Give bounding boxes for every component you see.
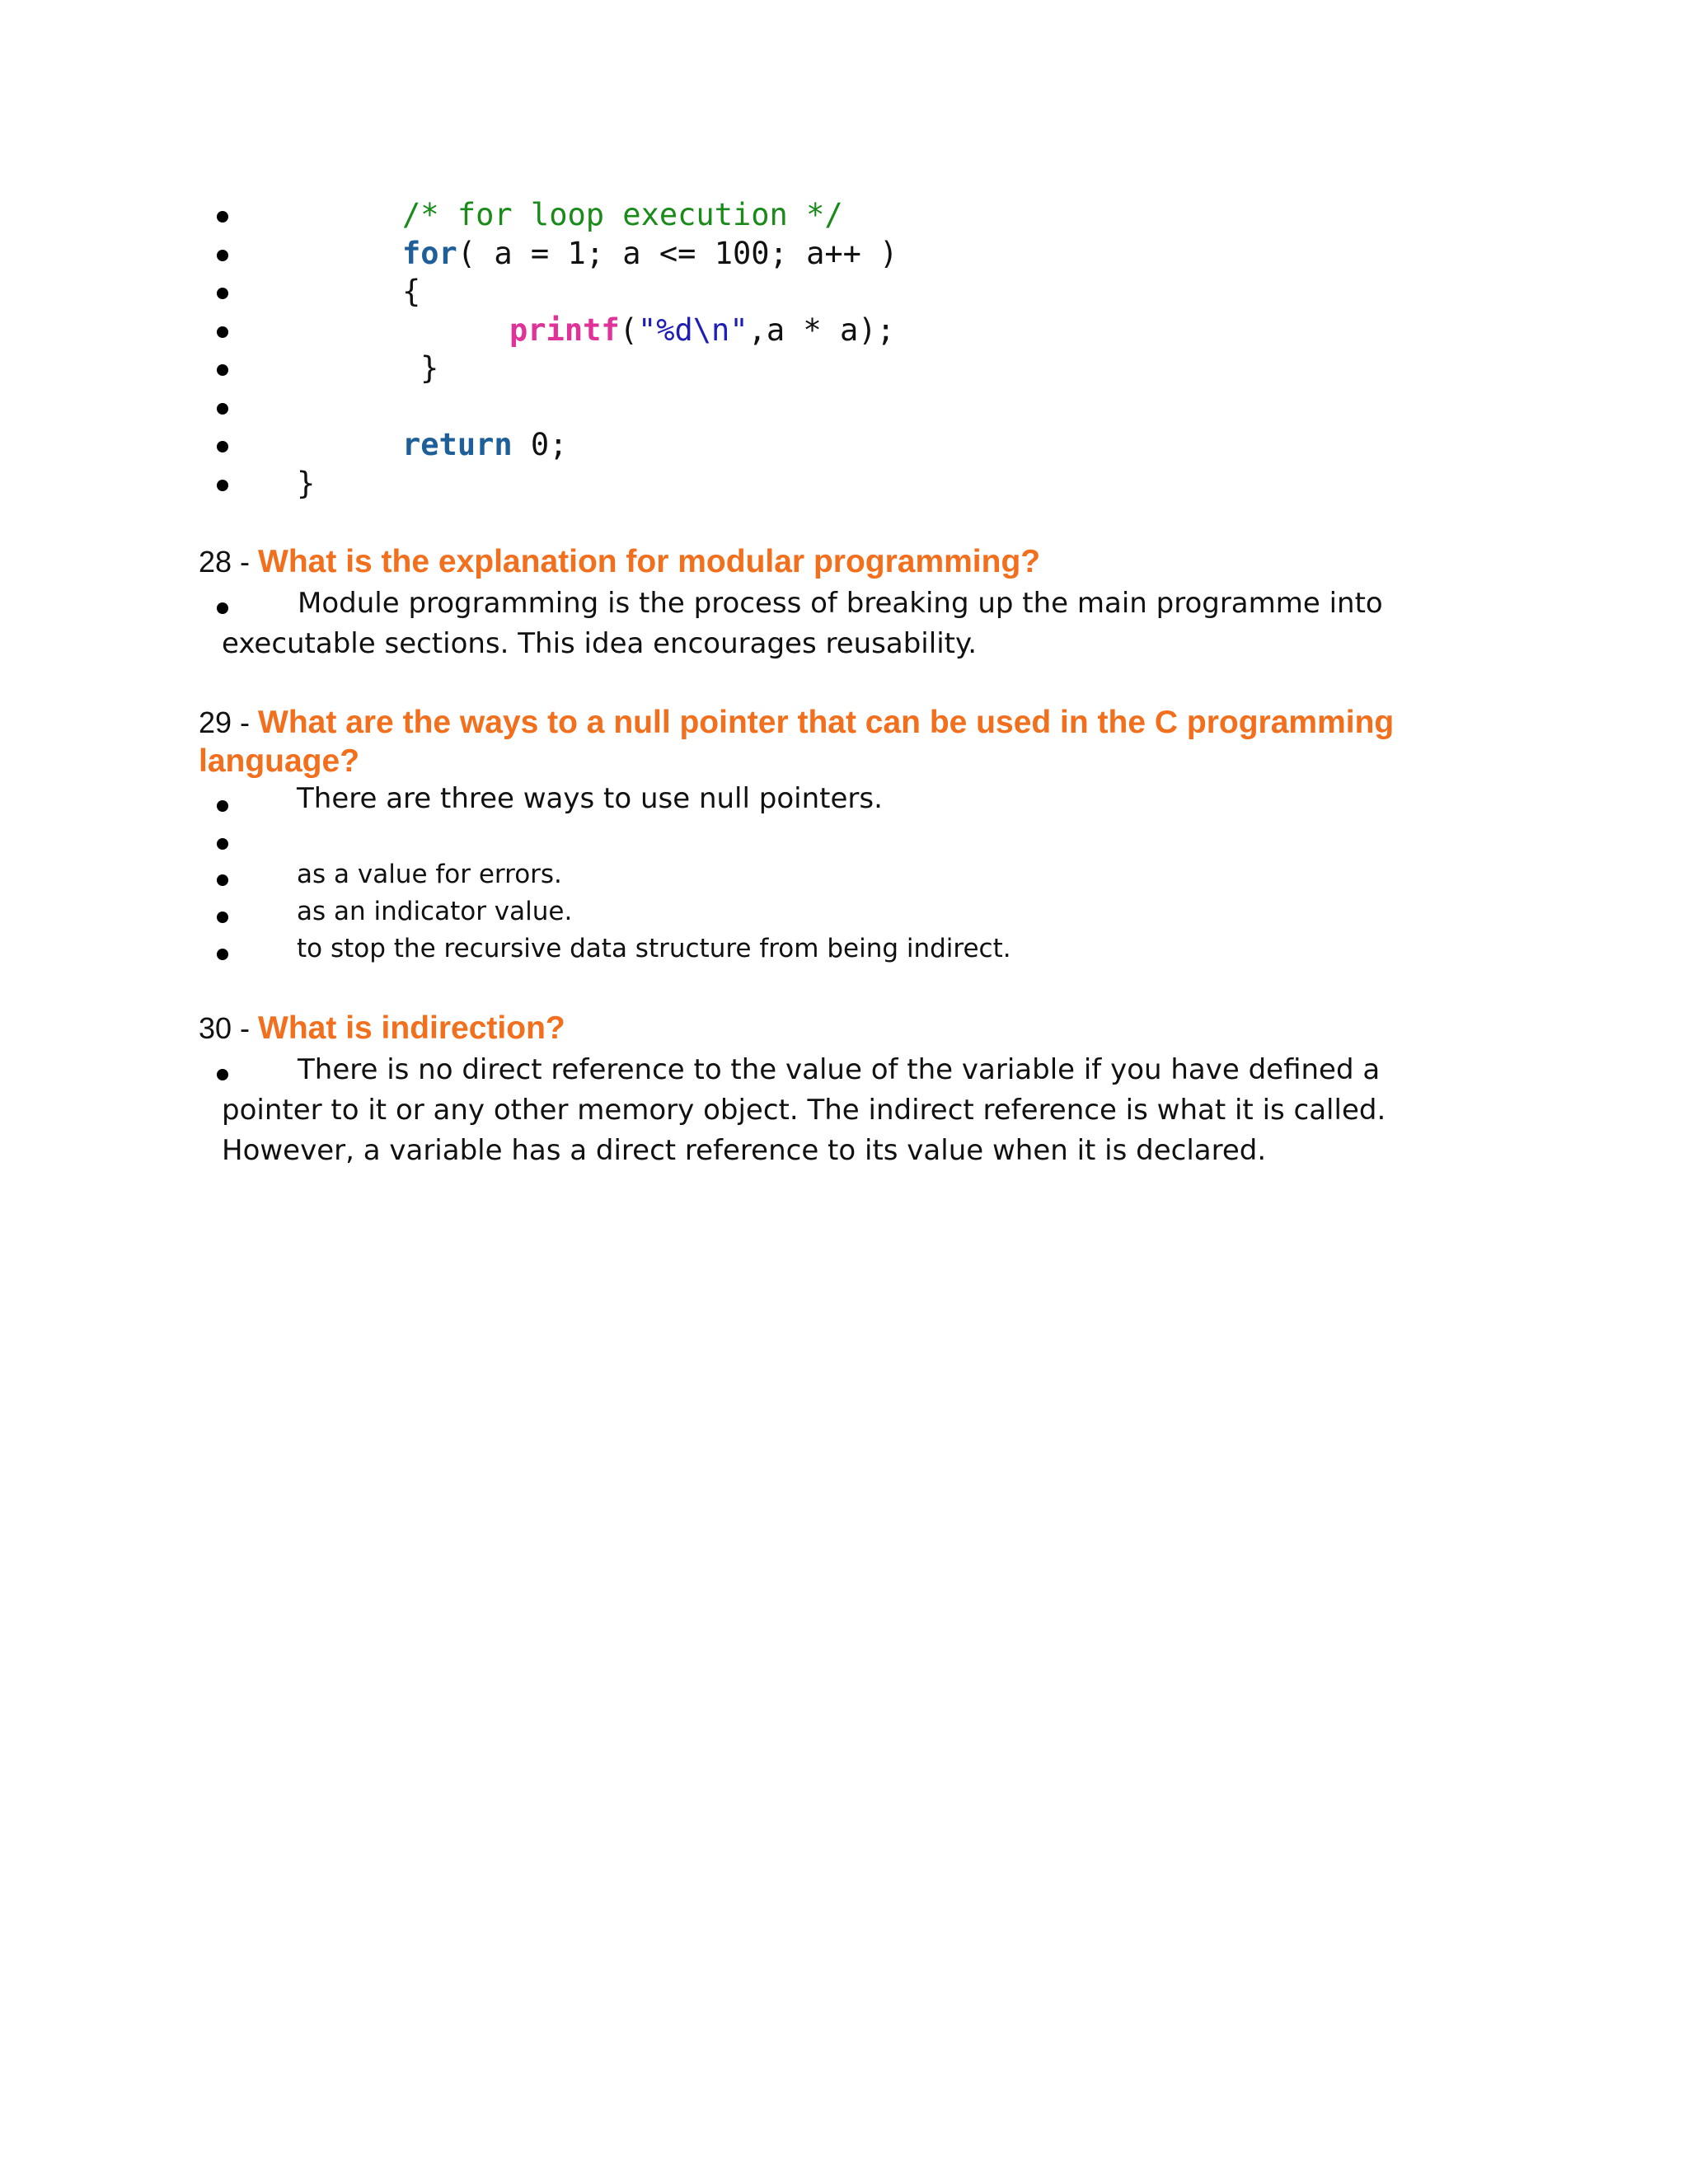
question-number: 29 - (199, 705, 259, 739)
question-29-intro: There are three ways to use null pointers. (297, 782, 883, 815)
code-printf-line (509, 311, 895, 349)
code-keyword-for: for (402, 236, 457, 271)
code-function-printf: printf (509, 312, 620, 348)
question-29-heading (199, 705, 1394, 741)
question-28-answer: Module programming is the process of breaking up the main programme into executable sections. This idea encourages reusability. (222, 587, 1383, 660)
question-title: What is indirection? (258, 1010, 565, 1046)
list-item: as an indicator value. (297, 897, 573, 926)
bullet (217, 838, 228, 850)
bullet (217, 912, 228, 923)
code-for-condition: ( a = 1; a <= 100; a++ ) (457, 236, 898, 271)
bullet (217, 949, 228, 960)
bullet (217, 874, 228, 886)
bullet (217, 364, 228, 376)
code-format-string: "%d\n" (637, 312, 748, 348)
question-30-heading (199, 1010, 565, 1047)
code-printf-args: ,a * a); (748, 312, 895, 348)
code-return-line (402, 425, 567, 464)
list-item: to stop the recursive data structure from being indirect. (297, 934, 1011, 963)
bullet (217, 480, 228, 491)
bullet (217, 403, 228, 415)
question-28-heading (199, 544, 1040, 580)
bullet (217, 441, 228, 452)
code-open-brace: { (402, 274, 421, 309)
code-close-brace-inner: } (420, 350, 439, 386)
bullet (217, 800, 228, 812)
code-close-brace-outer: } (297, 466, 316, 501)
code-for-line (402, 234, 898, 273)
bullet (217, 326, 228, 338)
question-number: 30 - (199, 1011, 259, 1045)
code-return-value: 0; (512, 427, 568, 462)
list-item: as a value for errors. (297, 860, 562, 889)
code-comment: /* for loop execution */ (402, 197, 843, 232)
bullet (217, 211, 228, 223)
code-keyword-return: return (402, 427, 513, 462)
question-30-answer: There is no direct reference to the value of the variable if you have defined a pointer to it or any other memory object. The indirect reference is what it is called. However, a variable has a direct reference to its value when it is declared. (222, 1053, 1386, 1167)
bullet (217, 288, 228, 299)
question-title: What is the explanation for modular programming? (258, 544, 1041, 579)
code-paren: ( (619, 312, 638, 348)
question-number: 28 - (199, 545, 259, 579)
bullet (217, 250, 228, 261)
question-title-continuation: language? (199, 743, 360, 779)
question-title: What are the ways to a null pointer that can be used in the C programming (258, 705, 1395, 740)
